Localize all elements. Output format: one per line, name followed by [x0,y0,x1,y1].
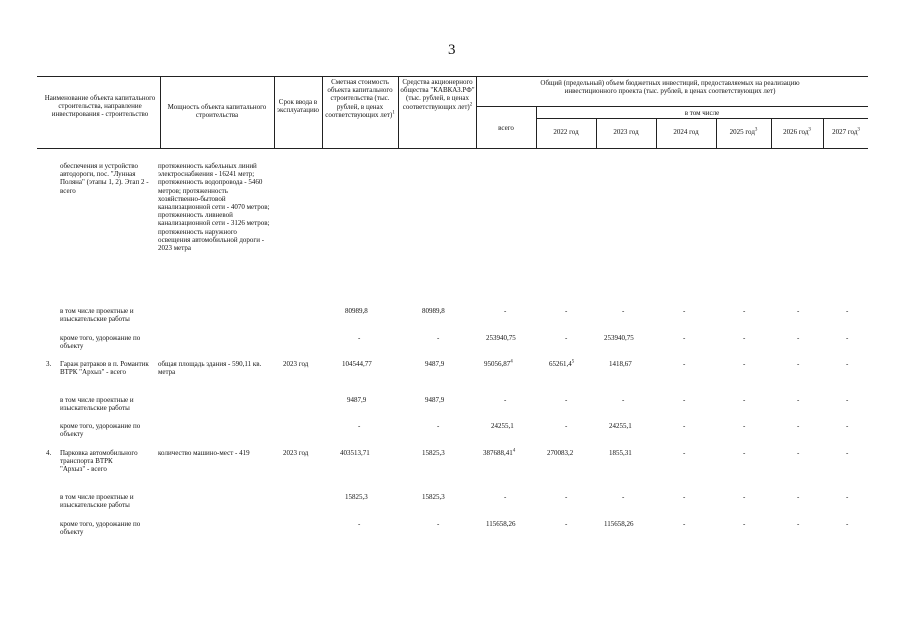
subheader-rule-2 [536,118,868,119]
header-funds-sup: 2 [469,102,473,108]
row4-dash: - [846,396,849,404]
row0-capacity: протяженность кабельных линий электроснабжения - 16241 метр; протяженность водопровода - 5460 метров; протяженность хозяйственно-бытовой канализационной сети - 4070 метров; протяженность ливневой канализационной сети - 3126 метров; протяженность наружного освещения автомобильной дороги - 2023 метра [158,162,270,253]
header-funds-text: Средства акционерного общества "КАВКАЗ.РФ" (тыс. рублей, в ценах соответствующих лет) [400,78,475,111]
row7-dash: - [622,493,625,501]
obj3-total-sup: 4 [510,359,513,365]
obj3-estimate: 104544,77 [342,360,372,368]
obj3-number: 3. [46,360,52,368]
row1-dash: - [504,307,507,315]
row4-dash: - [565,396,568,404]
header-total-group: Общий (предельный) объем бюджетных инвестиций, предоставляемых на реализацию инвестиционного проекта (тыс. рублей, в ценах соответствующих лет) [540,79,800,96]
row1-dash: - [797,307,800,315]
header-year-2026-text: 2026 год [783,128,809,136]
obj3-total [484,360,513,368]
obj4-capacity: количество машино-мест - 419 [158,449,250,457]
row5-total: 24255,1 [491,422,514,430]
obj4-dash: - [683,449,686,457]
row1-dash: - [683,307,686,315]
header-year-2027-text: 2027 год [832,128,858,136]
obj4-dash: - [743,449,746,457]
obj4-total-value: 387688,41 [483,449,513,457]
row2-dash: - [565,334,568,342]
row1-dash: - [622,307,625,315]
row1-dash: - [565,307,568,315]
row5-label: кроме того, удорожание по объекту [60,422,141,439]
row2-dash: - [358,334,361,342]
row4-dash: - [683,396,686,404]
row2-dash: - [797,334,800,342]
obj3-name: Гараж ратраков в п. Романтик ВТРК "Архыз" - всего [60,360,149,377]
header-capacity: Мощность объекта капитального строительства [167,103,267,120]
obj3-capacity: общая площадь здания - 590,11 кв. метра [158,360,262,377]
row8-total: 115658,26 [486,520,516,528]
row0-name: обеспечения и устройство автодороги, пос. "Лунная Поляна" (этапы 1, 2). Этап 2 - всего [60,162,149,195]
obj3-dash: - [683,360,686,368]
obj4-y2022: 270083,2 [547,449,574,457]
row4-dash: - [504,396,507,404]
row5-dash: - [437,422,440,430]
page-number: 3 [448,42,456,58]
col-divider [398,76,399,148]
header-funds [400,78,475,111]
row2-dash: - [743,334,746,342]
row7-dash: - [565,493,568,501]
row1-dash: - [846,307,849,315]
obj3-dash: - [743,360,746,368]
obj4-number: 4. [46,449,52,457]
row8-dash: - [797,520,800,528]
row8-dash: - [683,520,686,528]
header-name: Наименование объекта капитального строительства, направление инвестирования - строительство [44,94,156,119]
row7-dash: - [743,493,746,501]
header-year-2027-sup: 3 [857,127,860,133]
obj4-dash: - [797,449,800,457]
obj4-funds: 15825,3 [422,449,445,457]
obj3-dash: - [797,360,800,368]
header-year-2025 [717,128,770,136]
row2-dash: - [437,334,440,342]
obj3-y2022 [549,360,574,368]
row8-y2023: 115658,26 [604,520,634,528]
row1-estimate: 80989,8 [345,307,368,315]
header-year-2025-text: 2025 год [729,128,755,136]
row2-y2023: 253940,75 [604,334,634,342]
row8-dash: - [846,520,849,528]
header-including: в том числе [684,109,720,117]
table-top-rule [37,76,868,77]
row1-label: в том числе проектные и изыскательские работы [60,307,134,324]
col-divider [160,76,161,148]
row7-dash: - [683,493,686,501]
obj4-term: 2023 год [283,449,309,457]
obj4-total [483,449,515,457]
row5-dash: - [565,422,568,430]
col-divider [274,76,275,148]
obj4-y2023: 1855,31 [609,449,632,457]
header-term: Срок ввода в эксплуатацию [277,98,319,115]
header-year-2025-sup: 3 [754,127,758,133]
obj4-total-sup: 4 [512,448,516,454]
row7-estimate: 15825,3 [345,493,368,501]
obj3-dash: - [846,360,849,368]
row7-funds: 15825,3 [422,493,445,501]
row1-funds: 80989,8 [422,307,445,315]
row8-dash: - [565,520,568,528]
header-year-2026 [772,128,822,136]
row4-dash: - [622,396,625,404]
header-year-2026-sup: 3 [808,127,811,133]
row1-dash: - [743,307,746,315]
row2-label: кроме того, удорожание по объекту [60,334,141,351]
row2-total: 253940,75 [486,334,516,342]
row7-dash: - [846,493,849,501]
row8-dash: - [437,520,440,528]
obj3-y2022-value: 65261,4 [549,360,572,368]
obj3-y2023: 1418,67 [609,360,632,368]
row4-dash: - [797,396,800,404]
header-estimate [323,78,397,119]
header-total: всего [498,124,514,132]
obj3-total-value: 95056,87 [484,360,511,368]
obj4-dash: - [846,449,849,457]
header-year-2022: 2022 год [553,128,579,136]
row7-dash: - [797,493,800,501]
row8-label: кроме того, удорожание по объекту [60,520,141,537]
table-header-rule [37,148,868,149]
header-estimate-sup: 1 [392,110,395,116]
row2-dash: - [846,334,849,342]
obj4-name: Парковка автомобильного транспорта ВТРК "Архыз" - всего [60,449,138,474]
row7-label: в том числе проектные и изыскательские работы [60,493,134,510]
header-year-2024: 2024 год [673,128,699,136]
row4-funds: 9487,9 [425,396,445,404]
row5-dash: - [797,422,800,430]
row7-dash: - [504,493,507,501]
row2-dash: - [683,334,686,342]
col-divider [476,76,477,148]
header-estimate-text: Сметная стоимость объекта капитального строительства (тыс. рублей, в ценах соответствующих лет) [325,78,393,119]
row4-dash: - [743,396,746,404]
row5-dash: - [358,422,361,430]
row4-estimate: 9487,9 [347,396,367,404]
header-year-2023: 2023 год [613,128,639,136]
row5-dash: - [683,422,686,430]
row8-dash: - [358,520,361,528]
subheader-rule-1 [476,106,868,107]
row5-dash: - [846,422,849,430]
row8-dash: - [743,520,746,528]
obj3-funds: 9487,9 [425,360,445,368]
header-year-2027 [824,128,868,136]
row5-dash: - [743,422,746,430]
obj3-y2022-sup: 5 [571,359,575,365]
row4-label: в том числе проектные и изыскательские работы [60,396,134,413]
obj3-term: 2023 год [283,360,309,368]
obj4-estimate: 403513,71 [340,449,370,457]
row5-y2023: 24255,1 [609,422,632,430]
